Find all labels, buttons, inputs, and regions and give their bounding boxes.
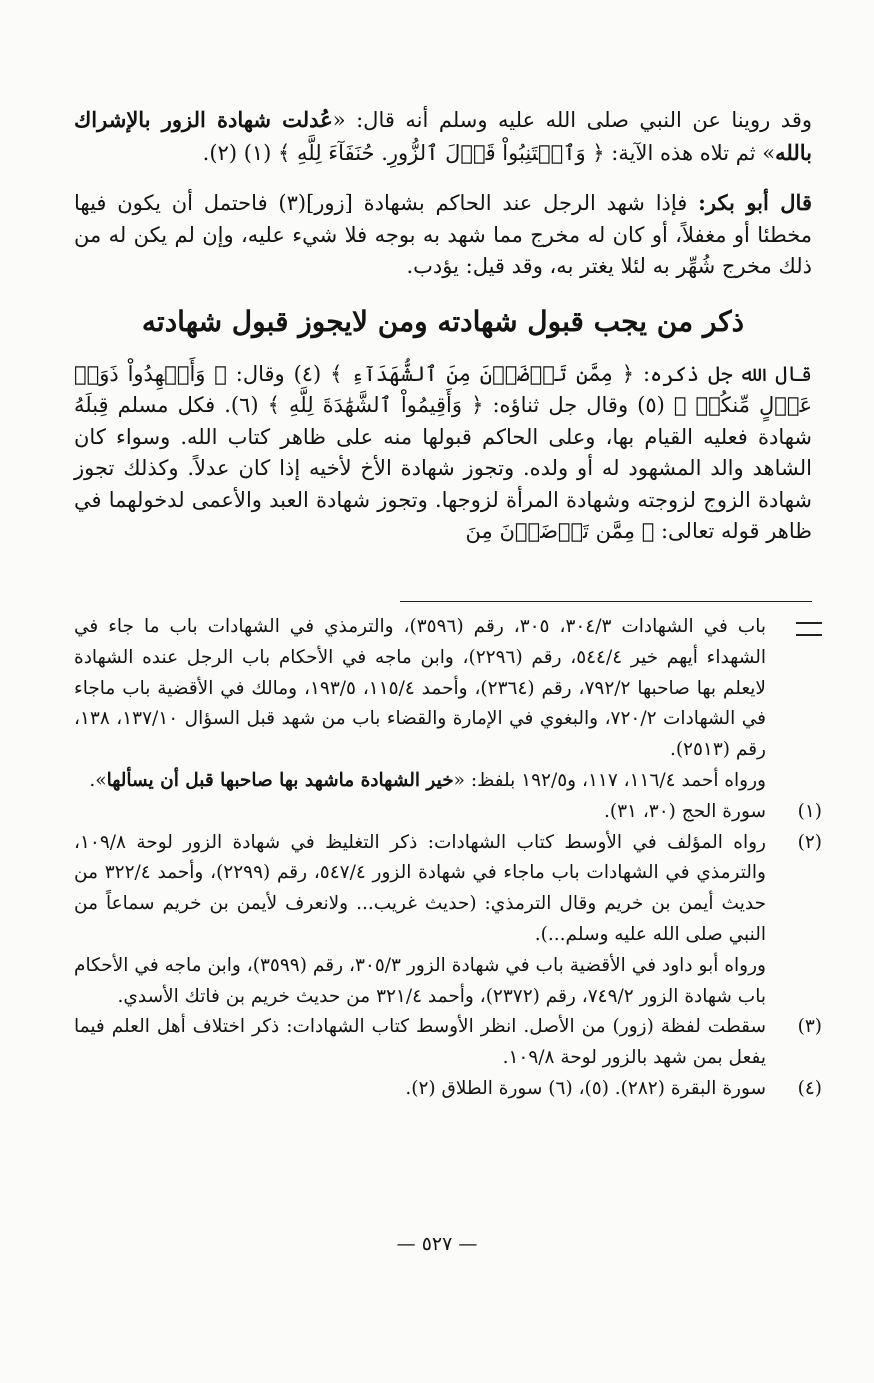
- footnote-text: سقطت لفظة (زور) من الأصل. انظر الأوسط كتاب الشهادات: ذكر اختلاف أهل العلم فيما يفعل بمن شهد بالزور لوحة ١٠٩/٨.: [74, 1016, 766, 1069]
- paragraph-hadith: [74, 104, 812, 169]
- paragraph-text: » ثم تلاه هذه الآية: ﴿ وَٱجۡتَنِبُواْ قَوۡلَ ٱلزُّورِ. حُنَفَآءَ لِلَّهِ ﴾ (١) (٢).: [202, 140, 776, 165]
- paragraph-witnesses: قال الله جل ذكره: ﴿ مِمَّن تَرۡضَوۡنَ مِنَ ٱلشُّهَدَآءِ ﴾ (٤) وقال: ﴿ وَأَشۡهِدُواْ ذَوَىۡ عَدۡلٍ مِّنكُمۡ ﴾ (٥) وقال جل ثناؤه: ﴿ وَأَقِيمُواْ ٱلشَّهَٰدَةَ لِلَّهِ ﴾ (٦). فكل مسلم قِبلَهُ شهادة فعليه القيام بها، وعلى الحاكم قبولها منه على ظاهر كتاب الله. وسواء كان الشاهد والد المشهود له أو ولده. وتجوز شهادة الأخ لأخيه إذا كان عدلاً. وكذلك تجوز شهادة الزوج لزوجته وشهادة المرأة لزوجها. وتجوز شهادة العبد والأعمى لدخولهما في ظاهر قوله تعالى: ﴿ مِمَّن تَرۡضَوۡنَ مِنَ: [74, 361, 812, 543]
- footnote-number: (٣): [797, 1016, 822, 1038]
- footnote-text-part: ورواه أحمد ١١٦/٤، ١١٧، و١٩٢/٥ بلفظ: «: [453, 769, 766, 791]
- footnotes: [74, 612, 822, 1105]
- footnote-text: سورة البقرة (٢٨٢). (٥)، (٦) سورة الطلاق (٢).: [405, 1077, 766, 1099]
- footnote-2: [74, 828, 822, 1013]
- footnote-number: (٢): [797, 831, 822, 853]
- footnote-continued: [74, 612, 822, 797]
- footnote-number: (٤): [797, 1077, 822, 1099]
- footnote-text: باب في الشهادات ٣٠٤/٣، ٣٠٥، رقم (٣٥٩٦)، والترمذي في الشهادات باب ما جاء في الشهداء أيهم خير ٥٤٤/٤، رقم (٢٢٩٦)، وابن ماجه في الأحكام باب الرجل عنده الشهادة لايعلم بها صاحبها ٧٩٢/٢، رقم (٢٣٦٤)، وأحمد ١١٥/٤، ١٩٣/٥، ومالك في الأقضية باب ماجاء في الشهادات ٧٢٠/٢، والبغوي في الإمارة والقضاء باب من شهد قبل السؤال ١٣٧/١٠، ١٣٨، رقم (٢٥١٣).: [74, 616, 766, 761]
- paragraph-abu-bakr: [74, 187, 812, 283]
- footnote-number: (١): [797, 800, 822, 822]
- hadith-quote: عُدلت شهادة الزور بالإشراك بالله: [74, 107, 812, 165]
- double-line-icon: [796, 622, 822, 636]
- paragraph-text: فإذا شهد الرجل عند الحاكم بشهادة [زور](٣) فاحتمل أن يكون فيها مخطئا أو مغفلاً، أو كان له مخرج مما شهد به بوجه فلا شيء عليه، وإن لم يكن له من ذلك مخرج شُهِّر به لئلا يغتر به، وقد قيل: يؤدب.: [74, 191, 812, 278]
- main-text: [74, 104, 812, 548]
- footnote-text-part: ».: [89, 769, 107, 791]
- footnote-text: سورة الحج (٣٠، ٣١).: [603, 800, 766, 822]
- section-heading: ذكر من يجب قبول شهادته ومن لايجوز قبول شهادته: [141, 304, 745, 338]
- hadith-quote: خير الشهادة ماشهد بها صاحبها قبل أن يسألها: [106, 769, 454, 791]
- page-number: — ٥٢٧ —: [396, 1233, 478, 1255]
- continuation-mark: [766, 612, 822, 797]
- speaker-label: قال أبو بكر:: [698, 190, 812, 215]
- footnote-text: ورواه أبو داود في الأقضية باب في شهادة الزور ٣٠٥/٣، رقم (٣٥٩٩)، وابن ماجه في الأحكام باب شهادة الزور ٧٤٩/٢، رقم (٢٣٧٢)، وأحمد ٣٢١/٤ من حديث خريم بن فاتك الأسدي.: [74, 954, 766, 1007]
- footnote-divider: [400, 601, 812, 602]
- footnote-text: رواه المؤلف في الأوسط كتاب الشهادات: ذكر التغليظ في شهادة الزور لوحة ١٠٩/٨، والترمذي في الشهادات باب ماجاء في شهادة الزور ٥٤٧/٤، رقم (٢٢٩٩)، وأحمد ٣٢٢/٤ من حديث أيمن بن خريم وقال الترمذي: (حديث غريب... ولانعرف لأيمن بن خريم سماعاً من النبي صلى الله عليه وسلم...).: [74, 831, 766, 945]
- footnote-4: [74, 1074, 822, 1105]
- footnote-3: [74, 1012, 822, 1074]
- footnote-1: [74, 797, 822, 828]
- footnote-text: [74, 766, 766, 797]
- paragraph-text: وقد روينا عن النبي صلى الله عليه وسلم أنه قال: «: [332, 108, 812, 132]
